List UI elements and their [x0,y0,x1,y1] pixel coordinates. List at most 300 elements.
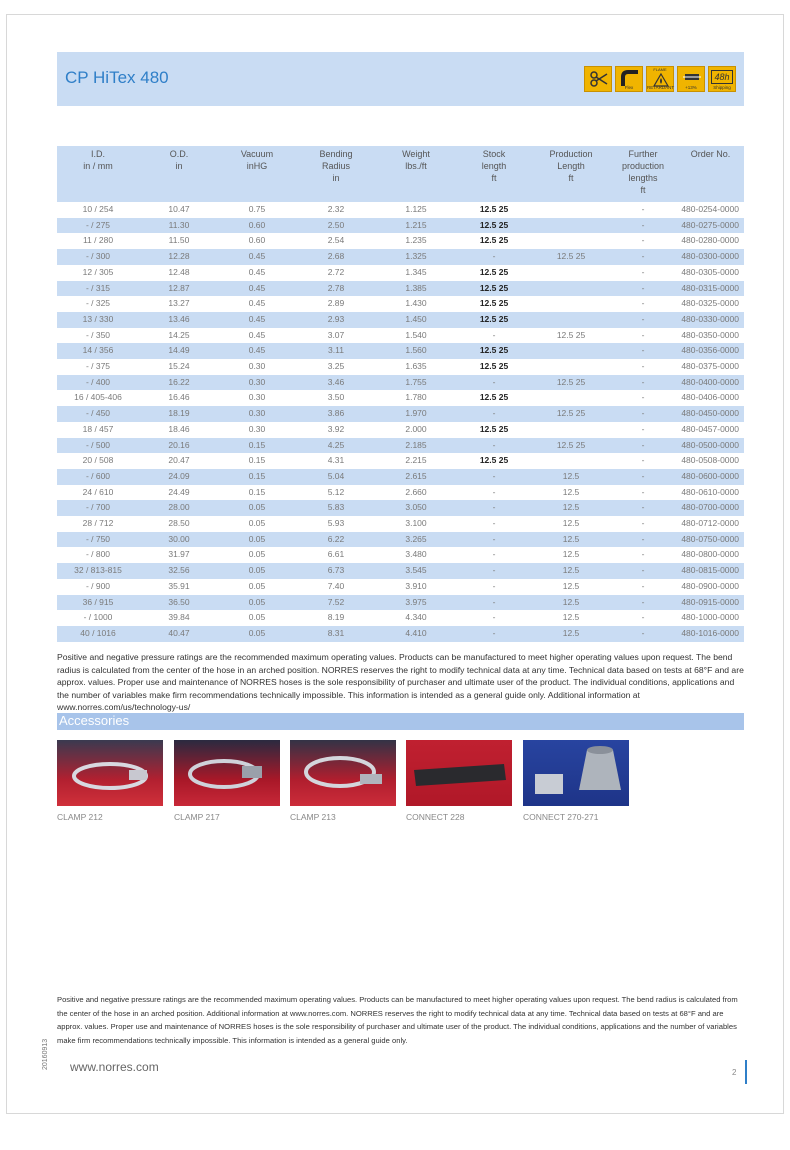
table-cell: - / 800 [85,549,111,560]
table-cell: - [455,406,533,422]
table-cell: 480-0500-0000 [677,438,744,454]
table-cell: 16.22 [139,375,219,391]
table-cell: - [641,612,645,623]
table-cell: 3.92 [327,423,345,434]
column-header-line: Further [628,149,658,159]
table-cell: 1.215 [377,218,455,234]
table-cell: 11.30 [139,218,219,234]
table-cell: 480-0450-0000 [677,406,744,422]
table-cell: 480-1016-0000 [677,626,744,642]
table-cell: - / 750 [57,532,139,548]
table-row [57,281,744,297]
table-header-row [57,146,744,202]
table-row [57,359,744,375]
table-cell: 5.12 [327,486,345,497]
table-cell: - [492,329,496,340]
table-cell: 480-0600-0000 [677,469,744,485]
table-cell: - [455,249,533,265]
stretch-icon [677,66,705,92]
table-cell: 480-0700-0000 [677,500,744,516]
table-cell [533,359,609,375]
table-cell: 0.05 [248,580,266,591]
table-row [57,595,744,611]
connect-228-image [406,740,512,806]
table-cell: 0.45 [248,266,266,277]
table-cell: 0.05 [219,500,295,516]
column-header-line: Weight [402,149,430,159]
table-cell: 1.125 [405,204,427,214]
table-cell: 480-0406-0000 [681,392,739,403]
column-header [295,146,377,202]
table-cell: 13.27 [168,298,190,309]
table-cell: - [641,204,645,214]
table-cell: - [641,392,645,403]
column-header [139,146,219,202]
table-cell: 30.00 [139,532,219,548]
table-cell: - [455,500,533,516]
table-cell [533,233,609,249]
table-cell: 0.05 [248,549,266,560]
table-row [57,579,744,595]
page-number-rule [745,1060,747,1084]
table-cell: - [609,626,677,642]
clamp-212-image [57,740,163,806]
table-cell: 6.73 [295,563,377,579]
table-cell: - [609,406,677,422]
table-cell: 3.050 [377,500,455,516]
table-cell: 0.05 [219,563,295,579]
table-row [57,296,744,312]
table-cell: 12.5 25 [455,218,533,234]
table-cell: 480-0330-0000 [677,312,744,328]
table-cell: 1.780 [405,392,427,403]
table-cell: 12.5 25 [533,249,609,265]
table-cell: 480-0900-0000 [681,580,739,591]
table-body [57,202,744,642]
table-cell: 28.50 [168,518,190,529]
table-cell: - / 1000 [83,612,113,623]
table-row [57,265,744,281]
column-header-line: in [175,161,183,171]
table-row [57,500,744,516]
table-cell: 16.46 [168,392,190,403]
table-cell [533,218,609,234]
table-cell: 0.05 [248,518,266,529]
accessory-caption: CLAMP 213 [290,812,336,822]
table-cell: 0.15 [248,486,266,497]
table-cell: 12.5 [533,563,609,579]
table-cell: - [609,218,677,234]
accessory-clamp-213[interactable] [290,740,396,822]
column-header-line: Radius [321,161,350,171]
table-cell: 12.5 25 [556,329,586,340]
column-header-line: O.D. [169,149,189,159]
table-cell: 12.5 25 [479,235,509,246]
table-cell: 2.89 [327,298,345,309]
table-cell: 12.5 25 [455,343,533,359]
table-cell: 0.75 [248,204,266,214]
table-cell: 2.72 [327,266,345,277]
table-cell [533,312,609,328]
table-cell: 12.5 25 [479,266,509,277]
table-cell: 0.45 [248,329,266,340]
table-cell: 480-0915-0000 [677,595,744,611]
table-cell: 2.50 [295,218,377,234]
table-cell: 480-0254-0000 [681,204,739,214]
table-cell: 15.24 [168,361,190,372]
table-row [57,312,744,328]
table-cell: 12.28 [139,249,219,265]
table-cell: 7.40 [327,580,345,591]
table-cell: 480-0457-0000 [681,423,739,434]
table-cell: 6.61 [327,549,345,560]
table-cell: - [455,375,533,391]
column-header-line: I.D. [90,149,105,159]
table-cell: 12.5 25 [479,455,509,466]
scissors-icon [584,66,612,92]
table-cell: 20 / 508 [82,455,114,466]
table-cell: 1.970 [377,406,455,422]
table-cell: - [641,423,645,434]
table-cell: 12.5 25 [455,312,533,328]
date-code: 20160913 [42,1038,49,1070]
table-cell: - [455,469,533,485]
table-cell: 12.5 25 [533,406,609,422]
table-cell: 5.83 [295,500,377,516]
table-row [57,547,744,563]
table-cell: 12.5 25 [479,392,509,403]
table-cell: - / 375 [85,361,111,372]
table-cell: 36 / 915 [57,595,139,611]
table-cell: 1.755 [377,375,455,391]
feature-badges [584,66,736,92]
table-cell: 14.25 [168,329,190,340]
table-row [57,343,744,359]
column-header-line: ft [491,173,497,183]
table-cell: 2.68 [295,249,377,265]
table-cell: - / 315 [57,281,139,297]
table-cell: 12.5 25 [455,281,533,297]
table-cell: 480-1000-0000 [681,612,739,623]
column-header-line: in [332,173,340,183]
table-cell: 3.86 [295,406,377,422]
table-cell: 5.93 [327,518,345,529]
table-cell: - [641,486,645,497]
table-cell: 480-0300-0000 [677,249,744,265]
table-cell: 7.52 [295,595,377,611]
table-cell: 3.25 [327,361,345,372]
table-cell: 8.31 [295,626,377,642]
table-cell: 10.47 [168,204,190,214]
column-header [219,146,295,202]
table-cell: 3.11 [295,343,377,359]
column-header-line: Order No. [690,149,731,159]
table-cell: 1.345 [405,266,427,277]
table-cell: 0.60 [248,235,266,246]
table-cell: - / 400 [57,375,139,391]
percent-label: +13% [685,84,697,90]
table-cell: 3.07 [327,329,345,340]
table-row [57,218,744,234]
table-cell: 2.660 [405,486,427,497]
table-cell: 2.185 [377,438,455,454]
table-cell: 32.56 [139,563,219,579]
page-title: CP HiTex 480 [65,68,169,87]
column-header [57,146,139,202]
table-cell: 12.5 [562,612,580,623]
table-cell: 0.60 [219,218,295,234]
table-cell: - [609,438,677,454]
table-cell: 1.635 [405,361,427,372]
column-header-line: Stock [482,149,506,159]
table-cell: 480-0375-0000 [681,361,739,372]
table-cell: 40.47 [139,626,219,642]
table-cell: 18.19 [139,406,219,422]
table-cell: 0.45 [219,249,295,265]
table-cell: - / 275 [57,218,139,234]
accessory-caption: CLAMP 212 [57,812,103,822]
table-cell: 1.540 [405,329,427,340]
title-bar [57,52,744,106]
table-row [57,453,744,469]
table-cell: 4.340 [405,612,427,623]
table-cell [533,296,609,312]
column-header-line: Length [557,161,585,171]
table-cell: 31.97 [168,549,190,560]
accessory-caption: CLAMP 217 [174,812,220,822]
table-cell: 12.5 [533,626,609,642]
table-cell: 40 / 1016 [57,626,139,642]
table-cell: - [641,235,645,246]
table-cell [533,390,609,406]
table-cell: 480-0508-0000 [681,455,739,466]
table-cell: 480-0305-0000 [681,266,739,277]
accessory-clamp-212[interactable] [57,740,163,822]
table-cell: 12.5 25 [533,438,609,454]
table-cell: 1.560 [377,343,455,359]
table-cell: - [641,580,645,591]
column-header-line: lengths [628,173,658,183]
table-cell: 480-0610-0000 [681,486,739,497]
flame-retardant-icon [646,66,674,92]
column-header [677,146,744,202]
flex-label: Flex [624,84,634,90]
table-cell: - [641,266,645,277]
table-cell: 3.100 [405,518,427,529]
table-cell: - [641,329,645,340]
table-cell: 2.54 [327,235,345,246]
table-cell: 28.00 [139,500,219,516]
table-row [57,610,744,626]
column-header [533,146,609,202]
table-row [57,516,744,532]
table-cell: - [609,500,677,516]
column-header-line: length [481,161,507,171]
table-cell: - [641,455,645,466]
table-cell: - / 350 [85,329,111,340]
table-cell: 12.5 [533,595,609,611]
table-cell: - [641,361,645,372]
table-cell: 3.545 [377,563,455,579]
column-header-line: Vacuum [240,149,274,159]
table-row [57,438,744,454]
table-cell [533,453,609,469]
connect-270-271-image [523,740,629,806]
table-cell: 1.325 [377,249,455,265]
table-cell: - [455,532,533,548]
ratings-note: Positive and negative pressure ratings are the recommended maximum operating values. Products can be manufactured to meet higher operating values upon request. The bend radius is calculated from the center of the hose in an arched position. NORRES reserves the right to modify technical data at any time. Technical data based on tests at 68°F and are approx. values. Proper use and maintenance of NORRES hoses is the sole responsibility of purchaser and ultimate user of the product. The individual conditions, applications and the number of variables make firm recommendations technically impossible. This information is intended as a general guide only. Additional information at www.norres.com/us/technology-us/ [57,652,744,713]
table-cell: 1.430 [405,298,427,309]
table-cell: 12.5 25 [479,204,509,214]
column-header-line: production [621,161,665,171]
table-cell [533,422,609,438]
table-cell: 0.30 [248,361,266,372]
table-row [57,422,744,438]
table-cell: 0.05 [219,626,295,642]
column-header-line: in / mm [83,161,113,171]
accessory-connect-228[interactable] [406,740,512,822]
table-cell: 11 / 280 [82,235,114,246]
table-cell: 480-0280-0000 [681,235,739,246]
table-cell: 0.05 [219,595,295,611]
table-cell: 0.45 [248,298,266,309]
hours-label: 48h [711,70,733,84]
table-cell: 0.15 [248,455,266,466]
table-cell: - [492,486,496,497]
accessories-bar [57,713,744,730]
table-cell: 2.78 [295,281,377,297]
table-cell [533,281,609,297]
flame-sub-label: RETARDANT [647,84,675,90]
shipping-48h-icon [708,66,736,92]
table-cell: 0.30 [219,406,295,422]
table-row [57,406,744,422]
table-row [57,249,744,265]
column-header [377,146,455,202]
table-cell [533,343,609,359]
table-cell: 480-0356-0000 [677,343,744,359]
table-cell: 24.09 [139,469,219,485]
table-cell: 3.975 [377,595,455,611]
table-row [57,469,744,485]
table-cell: - [609,563,677,579]
table-row [57,233,744,249]
table-cell: 480-0800-0000 [681,549,739,560]
table-cell: 0.05 [219,532,295,548]
table-cell: - [492,612,496,623]
table-cell: 0.45 [219,281,295,297]
table-cell: - [455,595,533,611]
table-cell: 3.265 [377,532,455,548]
table-cell: 12.5 25 [533,375,609,391]
table-cell: 14 / 356 [57,343,139,359]
table-cell: 0.45 [219,312,295,328]
table-cell: 4.410 [377,626,455,642]
table-cell: 12.5 25 [479,423,509,434]
table-cell: - [641,298,645,309]
column-header-line: Bending [319,149,353,159]
table-cell: - [641,549,645,560]
table-cell: 28 / 712 [82,518,114,529]
table-cell: 32 / 813-815 [57,563,139,579]
table-cell: 12.48 [168,266,190,277]
table-cell: 11.50 [168,235,190,246]
table-cell: 20.47 [168,455,190,466]
table-cell: - / 300 [57,249,139,265]
table-cell: 3.46 [295,375,377,391]
table-cell: 12.5 25 [479,361,509,372]
column-header-line: ft [640,185,646,195]
table-cell: 5.04 [295,469,377,485]
footer-note: Positive and negative pressure ratings are the recommended maximum operating values. Products can be manufactured to meet higher operating values upon request. The bend radius is calculated from the center of the hose in an arched position. Additional information at www.norres.com. NORRES reserves the right to modify technical data at any time. Technical data based on tests at 68°F and are approx. values. Proper use and maintenance of NORRES hoses is the sole responsibility of purchaser and ultimate user of the product. The individual conditions, applications and the number of variables make firm recommendations technically impossible. This information is intended as a general guide only. [57,995,738,1045]
accessory-clamp-217[interactable] [174,740,280,822]
table-cell: - [609,469,677,485]
table-cell: 480-0400-0000 [677,375,744,391]
shipping-label: Shipping [713,84,731,90]
table-cell: 12.5 [562,518,580,529]
table-cell [533,202,609,218]
table-cell: 12.5 [533,532,609,548]
table-cell: 12.5 [562,549,580,560]
table-cell: 480-0815-0000 [677,563,744,579]
table-cell: 8.19 [327,612,345,623]
table-cell: - [609,375,677,391]
accessory-connect-270-271[interactable] [523,740,629,822]
table-cell: - [492,549,496,560]
table-cell: - / 500 [57,438,139,454]
table-cell: - / 450 [57,406,139,422]
table-cell: 12.5 [562,486,580,497]
website-link[interactable]: www.norres.com [70,1060,159,1074]
table-cell: 13.46 [139,312,219,328]
table-cell: - [455,438,533,454]
page-number: 2 [732,1068,737,1077]
column-header-line: lbs./ft [405,161,427,171]
table-cell: - [641,518,645,529]
table-cell: - [609,343,677,359]
table-cell: 3.910 [405,580,427,591]
table-cell: 24.49 [168,486,190,497]
table-cell: 0.15 [219,438,295,454]
table-cell: 1.235 [405,235,427,246]
spec-table [57,146,744,642]
table-cell: 1.385 [377,281,455,297]
clamp-213-image [290,740,396,806]
flame-label: FLAME [653,67,667,72]
table-cell: - [492,518,496,529]
column-header [609,146,677,202]
table-cell: 36.50 [139,595,219,611]
table-cell: 480-0750-0000 [677,532,744,548]
accessories-heading: Accessories [59,713,130,728]
table-cell: 2.32 [327,204,345,214]
table-cell: 39.84 [168,612,190,623]
table-cell: - [609,281,677,297]
clamp-217-image [174,740,280,806]
table-cell: 480-0275-0000 [677,218,744,234]
table-cell: 2.93 [295,312,377,328]
flex-icon [615,66,643,92]
table-cell: - [609,595,677,611]
table-cell: 12.5 [562,580,580,591]
table-cell: - / 325 [85,298,111,309]
table-cell: 4.31 [327,455,345,466]
table-cell: - [455,626,533,642]
accessory-caption: CONNECT 228 [406,812,465,822]
table-cell: - / 900 [85,580,111,591]
table-row [57,485,744,501]
table-cell: 13 / 330 [57,312,139,328]
